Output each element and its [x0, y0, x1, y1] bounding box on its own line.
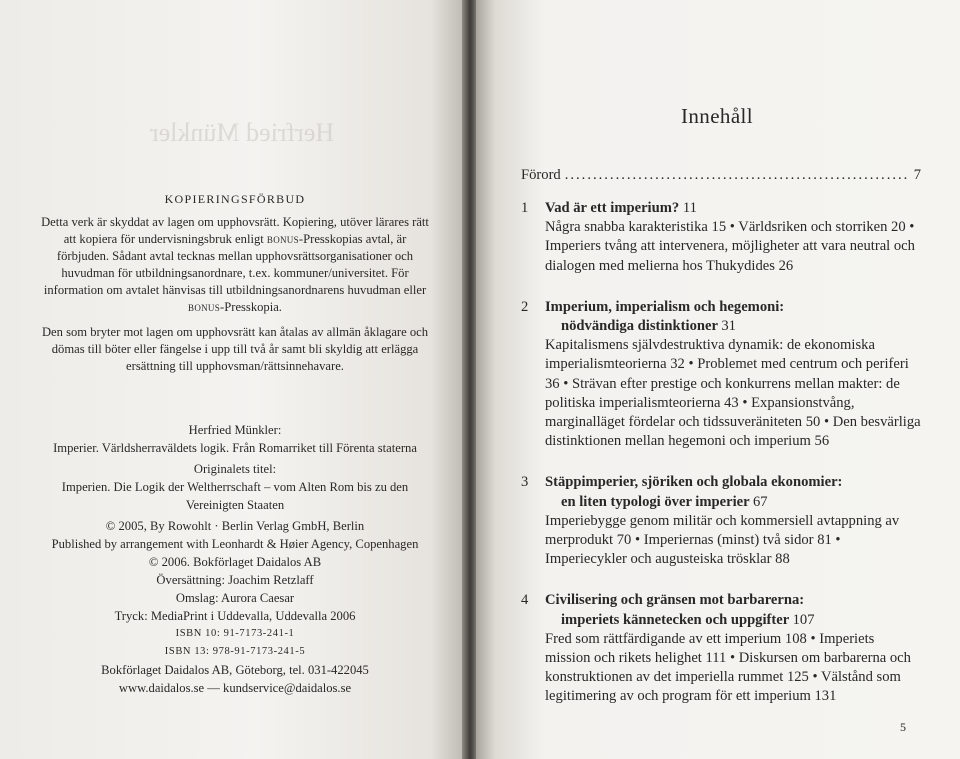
- chapter-sections: Några snabba karakteristika 15 • Världsriken och storriken 20 • Imperiers tvång att intervenera, möjligheter att vara neutral och dialogen med melierna hos Thukydides 26: [545, 219, 915, 274]
- bleed-through-text: Herfried Münkler: [150, 118, 335, 147]
- chapter-sections: Imperiebygge genom militär och kommersiell avtappning av merprodukt 70 • Imperiernas (minst) två sidor 81 • Imperiecykler och augusteiska trösklar 88: [545, 512, 900, 568]
- toc-chapter-3[interactable]: [521, 473, 921, 569]
- chapter-title: Vad är ett imperium? 11: [545, 200, 697, 216]
- publisher-contact: www.daidalos.se — kundservice@daidalos.se: [118, 681, 352, 695]
- left-page: [0, 0, 468, 759]
- original-title-line-2: Vereinigten Staaten: [185, 498, 285, 512]
- toc-title: Innehåll: [681, 104, 754, 128]
- swedish-copyright: © 2006. Bokförlaget Daidalos AB: [148, 555, 322, 569]
- cover-designer: Omslag: Aurora Caesar: [175, 591, 295, 605]
- leader-dots: [565, 166, 910, 185]
- chapter-title: Imperium, imperialism och hegemoni:: [545, 298, 785, 315]
- isbn-10: ISBN 10: 91-7173-241-1: [175, 628, 295, 639]
- chapter-number: 4: [521, 592, 529, 609]
- foreword-page: 7: [913, 167, 921, 183]
- publication-credits: [38, 421, 432, 697]
- chapter-page: 67: [753, 493, 768, 510]
- toc-chapter-2[interactable]: [521, 298, 921, 452]
- table-of-contents: [521, 166, 921, 707]
- page-number: 5: [900, 720, 906, 734]
- copy-prohibition-notice: [38, 214, 432, 383]
- original-title-line-1: Imperien. Die Logik der Weltherrschaft – vom Alten Rom bis zu den: [61, 480, 409, 494]
- original-copyright: © 2005, By Rowohlt · Berlin Verlag GmbH, Berlin: [105, 519, 365, 533]
- printer: Tryck: MediaPrint i Uddevalla, Uddevalla 2006: [114, 609, 356, 623]
- chapter-page: 107: [792, 611, 815, 628]
- copy-prohibition-heading: KOPIERINGSFÖRBUD: [164, 192, 306, 206]
- agency-arrangement: Published by arrangement with Leonhardt & Høier Agency, Copenhagen: [51, 537, 419, 551]
- chapter-subtitle: en liten typologi över imperier 67: [561, 493, 768, 510]
- chapter-number: 2: [521, 298, 529, 315]
- foreword-label: Förord: [521, 167, 561, 183]
- chapter-title: Stäppimperier, sjöriken och globala ekonomier:: [545, 474, 843, 491]
- author-label: Herfried Münkler:: [188, 423, 282, 437]
- translator: Översättning: Joachim Retzlaff: [156, 573, 314, 587]
- chapter-page: 31: [721, 318, 736, 335]
- chapter-number: 3: [521, 474, 529, 491]
- chapter-title: Civilisering och gränsen mot barbarerna:: [545, 592, 805, 609]
- chapter-subtitle: imperiets kännetecken och uppgifter 107: [561, 611, 815, 628]
- toc-chapter-1[interactable]: [521, 199, 921, 276]
- chapter-number: 1: [521, 200, 529, 216]
- chapter-sections: Fred som rättfärdigande av ett imperium 108 • Imperiets mission och rikets helighet 111 • Diskursen om barbarerna och konstruktionen av det imperiella rummet 125 • Välstånd som legitimering av och program för ett imperium 131: [545, 630, 911, 705]
- toc-chapter-4[interactable]: [521, 591, 921, 706]
- original-title-label: Originalets titel:: [193, 462, 277, 476]
- chapter-sections: Kapitalismens självdestruktiva dynamik: de ekonomiska imperialismteorierna 32 • Problemet med centrum och periferi 36 • Strävan efter prestige och konkurrens mellan makter: de politiska imperialismteorierna 43 • Expansionstvång, marginalläget fördelar och tidssuveräniteten 50 • Den besvärliga distinktionen mellan hegemoni och imperium 56: [545, 337, 921, 450]
- notice-paragraph-2: Den som bryter mot lagen om upphovsrätt kan åtalas av allmän åklagare och dömas till böter eller fängelse i upp till två år samt bli skyldig att erlägga ersättning till upphovsman/rättsinnehavare.: [41, 325, 429, 373]
- chapter-title-page: 11: [682, 200, 697, 216]
- publisher-address: Bokförlaget Daidalos AB, Göteborg, tel. 031-422045: [101, 663, 369, 677]
- toc-foreword-entry[interactable]: [521, 166, 921, 188]
- chapter-subtitle: nödvändiga distinktioner 31: [561, 318, 736, 335]
- isbn-13: ISBN 13: 978-91-7173-241-5: [164, 646, 306, 657]
- notice-paragraph-1: Detta verk är skyddat av lagen om upphovsrätt. Kopiering, utöver lärares rätt att kopiera för undervisningsbruk enligt bonus-Presskopias avtal, är förbjuden. Sådant avtal tecknas mellan upphovsrättsorganisationer och huvudman för utbildningsanordnare, t.ex. kommuner/universitet. För information om avtalet hänvisas till utbildningsanordnarens huvudman eller bonus-Presskopia.: [41, 215, 429, 314]
- book-title: Imperier. Världsherraväldets logik. Från Romarriket till Förenta staterna: [53, 441, 417, 455]
